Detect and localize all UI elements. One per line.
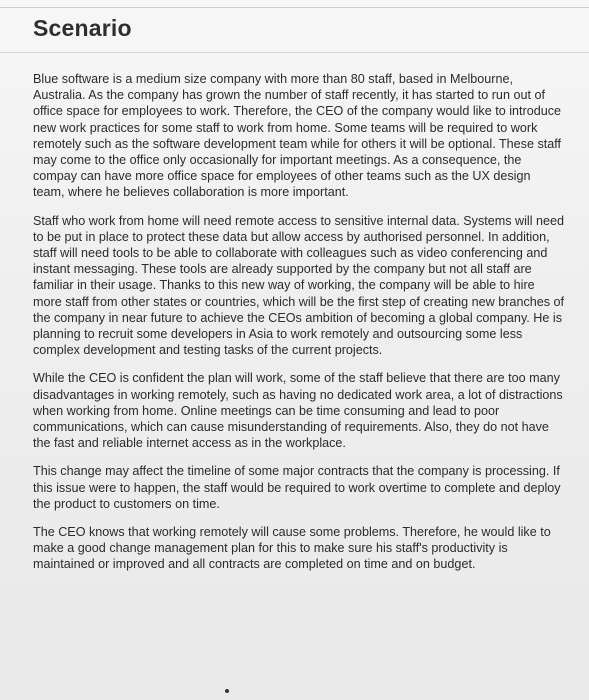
page-title: Scenario xyxy=(33,15,132,41)
paragraph-2: Staff who work from home will need remote access to sensitive internal data. Systems will need to be put in place to protect these data but allow access by authorised personnel. In addition, staff will need tools to be able to collaborate with colleagues such as video conferencing and instant messaging. These tools are already supported by the company but not all staff are familiar in their usage. Thanks to this new way of working, the company will be able to hire more staff from other states or countries, which will be the first step of creating new branches of the company in near future to achieve the CEOs ambition of becoming a global company. He is planning to recruit some developers in Asia to work remotely and outsourcing some less complex development and testing tasks of the current projects. xyxy=(33,213,565,358)
paragraph-5: The CEO knows that working remotely will cause some problems. Therefore, he would like to make a good change management plan for this to make sure his staff's productivity is maintained or improved and all contracts are completed on time and on budget. xyxy=(33,525,551,572)
top-divider xyxy=(0,7,589,8)
dot-mark xyxy=(225,689,229,693)
paragraph-3: While the CEO is confident the plan will work, some of the staff believe that there are too many disadvantages in working remotely, such as having no dedicated work area, a lot of distractions when working from home. Online meetings can be time consuming and lead to poor communications, which can cause misunderstanding of requirements. Also, they do not have the fast and reliable internet access as in the workplace. xyxy=(33,371,563,451)
paragraph-1: Blue software is a medium size company with more than 80 staff, based in Melbourne, Australia. As the company has grown the number of staff recently, it has started to run out of office space for employees to work. Therefore, the CEO of the company would like to introduce new work practices for some staff to work from home. Some teams will be required to work remotely such as the software development team while for others it will be optional. These staff may come to the office only occasionally for important meetings. As a consequence, the compay can have more office space for employees of other teams such as the UX design team, where he believes collaboration is more important. xyxy=(33,72,562,200)
scenario-body xyxy=(33,71,565,585)
title-divider xyxy=(0,52,589,53)
paragraph-4: This change may affect the timeline of some major contracts that the company is processing. If this issue were to happen, the staff would be required to work overtime to complete and deploy the product to customers on time. xyxy=(33,464,561,511)
